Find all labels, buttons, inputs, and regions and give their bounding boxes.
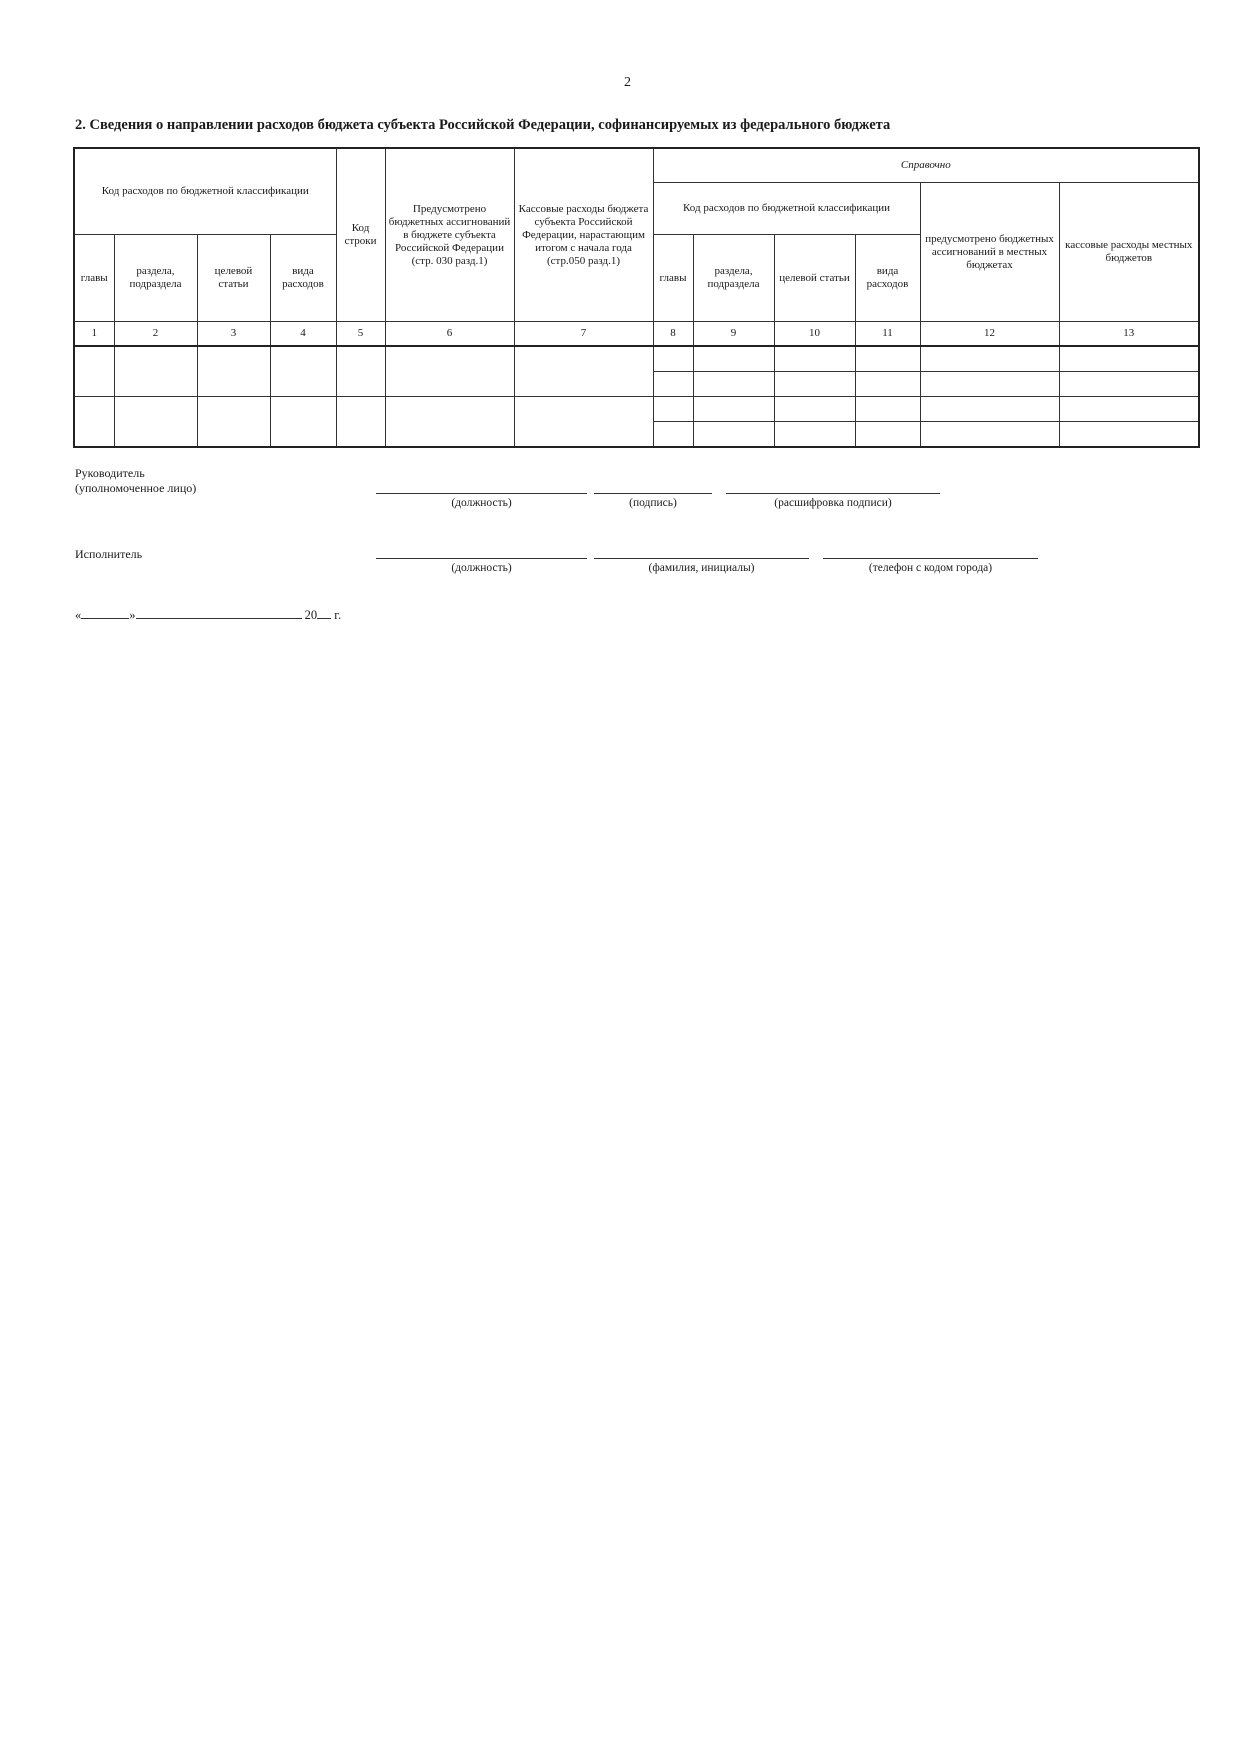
table-cell[interactable] bbox=[653, 346, 693, 372]
table-cell[interactable] bbox=[653, 397, 693, 422]
header-kod-stroki: Код строки bbox=[336, 148, 385, 322]
head-caption-decoding: (расшифровка подписи) bbox=[774, 497, 892, 509]
executor-label: Исполнитель bbox=[75, 547, 143, 561]
table-cell[interactable] bbox=[74, 346, 114, 397]
expenses-table bbox=[73, 147, 1200, 448]
table-cell[interactable] bbox=[1059, 422, 1199, 448]
table-cell[interactable] bbox=[114, 397, 197, 448]
table-cell[interactable] bbox=[653, 422, 693, 448]
exec-caption-phone: (телефон с кодом города) bbox=[868, 562, 993, 574]
header-razdela: раздела, подраздела bbox=[114, 235, 197, 322]
exec-position-line[interactable] bbox=[376, 558, 587, 559]
header-vida: вида расходов bbox=[270, 235, 336, 322]
table-cell[interactable] bbox=[693, 397, 774, 422]
exec-name-line[interactable] bbox=[594, 558, 809, 559]
head-label-sub: (уполномоченное лицо) bbox=[75, 481, 197, 495]
table-cell[interactable] bbox=[774, 422, 855, 448]
table-cell[interactable] bbox=[1059, 346, 1199, 372]
header-kassovye-local: кассовые расходы местных бюджетов bbox=[1059, 183, 1199, 322]
column-number: 8 bbox=[653, 322, 693, 347]
table-cell[interactable] bbox=[514, 397, 653, 448]
table-row bbox=[74, 397, 1199, 422]
table-cell[interactable] bbox=[385, 346, 514, 397]
table-cell[interactable] bbox=[693, 422, 774, 448]
table-cell[interactable] bbox=[855, 397, 920, 422]
table-cell[interactable] bbox=[1059, 397, 1199, 422]
column-number: 6 bbox=[385, 322, 514, 347]
head-signature-line[interactable] bbox=[594, 493, 712, 494]
table-cell[interactable] bbox=[693, 372, 774, 397]
date-open-quote: « bbox=[75, 608, 82, 622]
table-cell[interactable] bbox=[336, 397, 385, 448]
table-cell[interactable] bbox=[74, 397, 114, 448]
table-cell[interactable] bbox=[270, 397, 336, 448]
column-number: 9 bbox=[693, 322, 774, 347]
column-number: 7 bbox=[514, 322, 653, 347]
exec-caption-name: (фамилия, инициалы) bbox=[648, 562, 755, 574]
column-number: 2 bbox=[114, 322, 197, 347]
header-glavy-2: главы bbox=[653, 235, 693, 322]
head-position-line[interactable] bbox=[376, 493, 587, 494]
table-cell[interactable] bbox=[855, 422, 920, 448]
table-cell[interactable] bbox=[920, 397, 1059, 422]
exec-caption-position: (должность) bbox=[451, 562, 512, 574]
head-label: Руководитель bbox=[75, 466, 145, 480]
date-close-quote: » bbox=[129, 608, 136, 622]
header-code-left: Код расходов по бюджетной классификации bbox=[74, 148, 336, 235]
column-number: 12 bbox=[920, 322, 1059, 347]
table-cell[interactable] bbox=[270, 346, 336, 397]
table-cell[interactable] bbox=[774, 397, 855, 422]
column-number: 5 bbox=[336, 322, 385, 347]
table-cell[interactable] bbox=[653, 372, 693, 397]
section-title: 2. Сведения о направлении расходов бюджета субъекта Российской Федерации, софинансируемых из федерального бюджета bbox=[75, 117, 891, 133]
header-vida-2: вида расходов bbox=[855, 235, 920, 322]
column-number: 10 bbox=[774, 322, 855, 347]
column-number: 13 bbox=[1059, 322, 1199, 347]
date-year-prefix: 20 bbox=[304, 608, 318, 622]
table-cell[interactable] bbox=[197, 397, 270, 448]
head-decoding-line[interactable] bbox=[726, 493, 940, 494]
column-number: 11 bbox=[855, 322, 920, 347]
date-day-blank[interactable] bbox=[81, 608, 129, 619]
header-code-right: Код расходов по бюджетной классификации bbox=[653, 183, 920, 235]
column-number: 4 bbox=[270, 322, 336, 347]
column-number: 3 bbox=[197, 322, 270, 347]
header-predusmotreno-local: предусмотрено бюджетных ассигнований в местных бюджетах bbox=[920, 183, 1059, 322]
header-celevoy: целевой статьи bbox=[197, 235, 270, 322]
table-cell[interactable] bbox=[693, 346, 774, 372]
table-cell[interactable] bbox=[336, 346, 385, 397]
table-cell[interactable] bbox=[855, 372, 920, 397]
table-cell[interactable] bbox=[920, 346, 1059, 372]
table-cell[interactable] bbox=[774, 372, 855, 397]
date-month-blank[interactable] bbox=[136, 608, 302, 619]
header-celevoy-2: целевой статьи bbox=[774, 235, 855, 322]
table-cell[interactable] bbox=[920, 422, 1059, 448]
head-caption-position: (должность) bbox=[451, 497, 512, 509]
table-cell[interactable] bbox=[1059, 372, 1199, 397]
table-cell[interactable] bbox=[114, 346, 197, 397]
head-caption-signature: (подпись) bbox=[629, 497, 677, 509]
header-razdela-2: раздела, подраздела bbox=[693, 235, 774, 322]
date-year-suffix: г. bbox=[334, 608, 342, 622]
header-predusmotreno: Предусмотрено бюджетных ассигнований в бюджете субъекта Российской Федерации (стр. 030 разд.1) bbox=[385, 148, 514, 322]
table-cell[interactable] bbox=[774, 346, 855, 372]
exec-phone-line[interactable] bbox=[823, 558, 1038, 559]
table-cell[interactable] bbox=[920, 372, 1059, 397]
column-numbers-row bbox=[74, 322, 1199, 347]
table-cell[interactable] bbox=[855, 346, 920, 372]
page-number: 2 bbox=[624, 75, 631, 90]
column-number: 1 bbox=[74, 322, 114, 347]
table-cell[interactable] bbox=[197, 346, 270, 397]
header-glavy: главы bbox=[74, 235, 114, 322]
header-kassovye: Кассовые расходы бюджета субъекта Российской Федерации, нарастающим итогом с начала года (стр.050 разд.1) bbox=[514, 148, 653, 322]
table-cell[interactable] bbox=[385, 397, 514, 448]
table-cell[interactable] bbox=[514, 346, 653, 397]
table-row bbox=[74, 346, 1199, 372]
date-year-blank[interactable] bbox=[317, 608, 331, 619]
header-spravochno: Справочно bbox=[653, 148, 1199, 183]
date-line bbox=[75, 608, 341, 623]
